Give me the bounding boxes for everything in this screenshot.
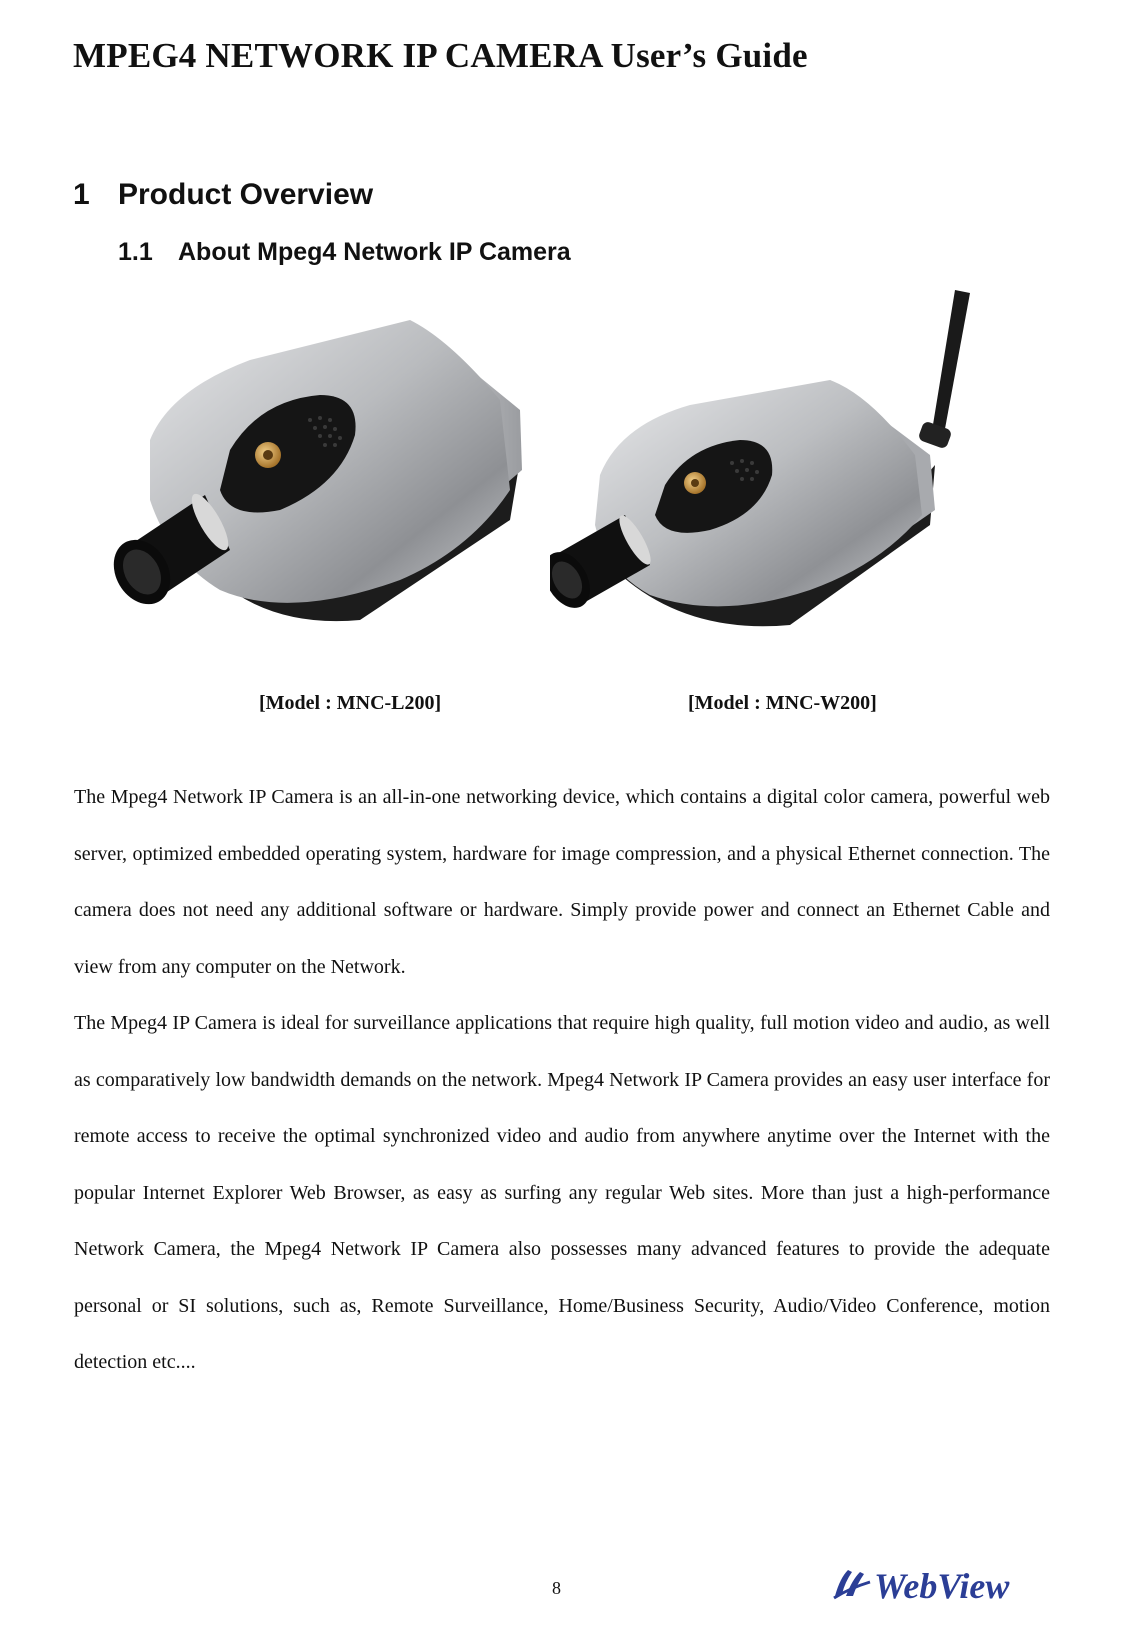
document-title: MPEG4 NETWORK IP CAMERA User’s Guide	[73, 36, 808, 75]
paragraph: The Mpeg4 IP Camera is ideal for surveillance applications that require high quality, full motion video and audio, as well as comparatively low bandwidth demands on the network. Mpeg4 Network IP Camera provides an easy user interface for remote access to receive the optimal synchronized video and audio from anywhere anytime over the Internet with the popular Internet Explorer Web Browser, as easy as surfing any regular Web sites. More than just a high-performance Network Camera, the Mpeg4 Network IP Camera also possesses many advanced features to provide the adequate personal or SI solutions, such as, Remote Surveillance, Home/Business Security, Audio/Video Conference, motion detection etc....	[74, 1012, 1050, 1373]
section-heading	[73, 178, 373, 212]
paragraph: The Mpeg4 Network IP Camera is an all-in-one networking device, which contains a digital color camera, powerful web server, optimized embedded operating system, hardware for image compression, and a physical Ethernet connection. The camera does not need any additional software or hardware. Simply provide power and connect an Ethernet Cable and view from any computer on the Network.	[74, 786, 1050, 978]
page-number: 8	[552, 1578, 561, 1598]
subsection-title: About Mpeg4 Network IP Camera	[178, 238, 571, 266]
svg-text:WebView: WebView	[874, 1566, 1010, 1606]
camera-w200-image	[550, 285, 1030, 650]
camera-l200-image	[110, 300, 560, 650]
webview-logo	[830, 1558, 1050, 1608]
subsection-heading	[118, 238, 571, 267]
figure-caption-l200: [Model : MNC-L200]	[259, 692, 442, 714]
section-title: Product Overview	[118, 178, 374, 211]
figure-caption-w200: [Model : MNC-W200]	[688, 692, 877, 714]
body-text	[74, 769, 1050, 1391]
subsection-number: 1.1	[118, 238, 153, 266]
section-number: 1	[73, 178, 90, 211]
